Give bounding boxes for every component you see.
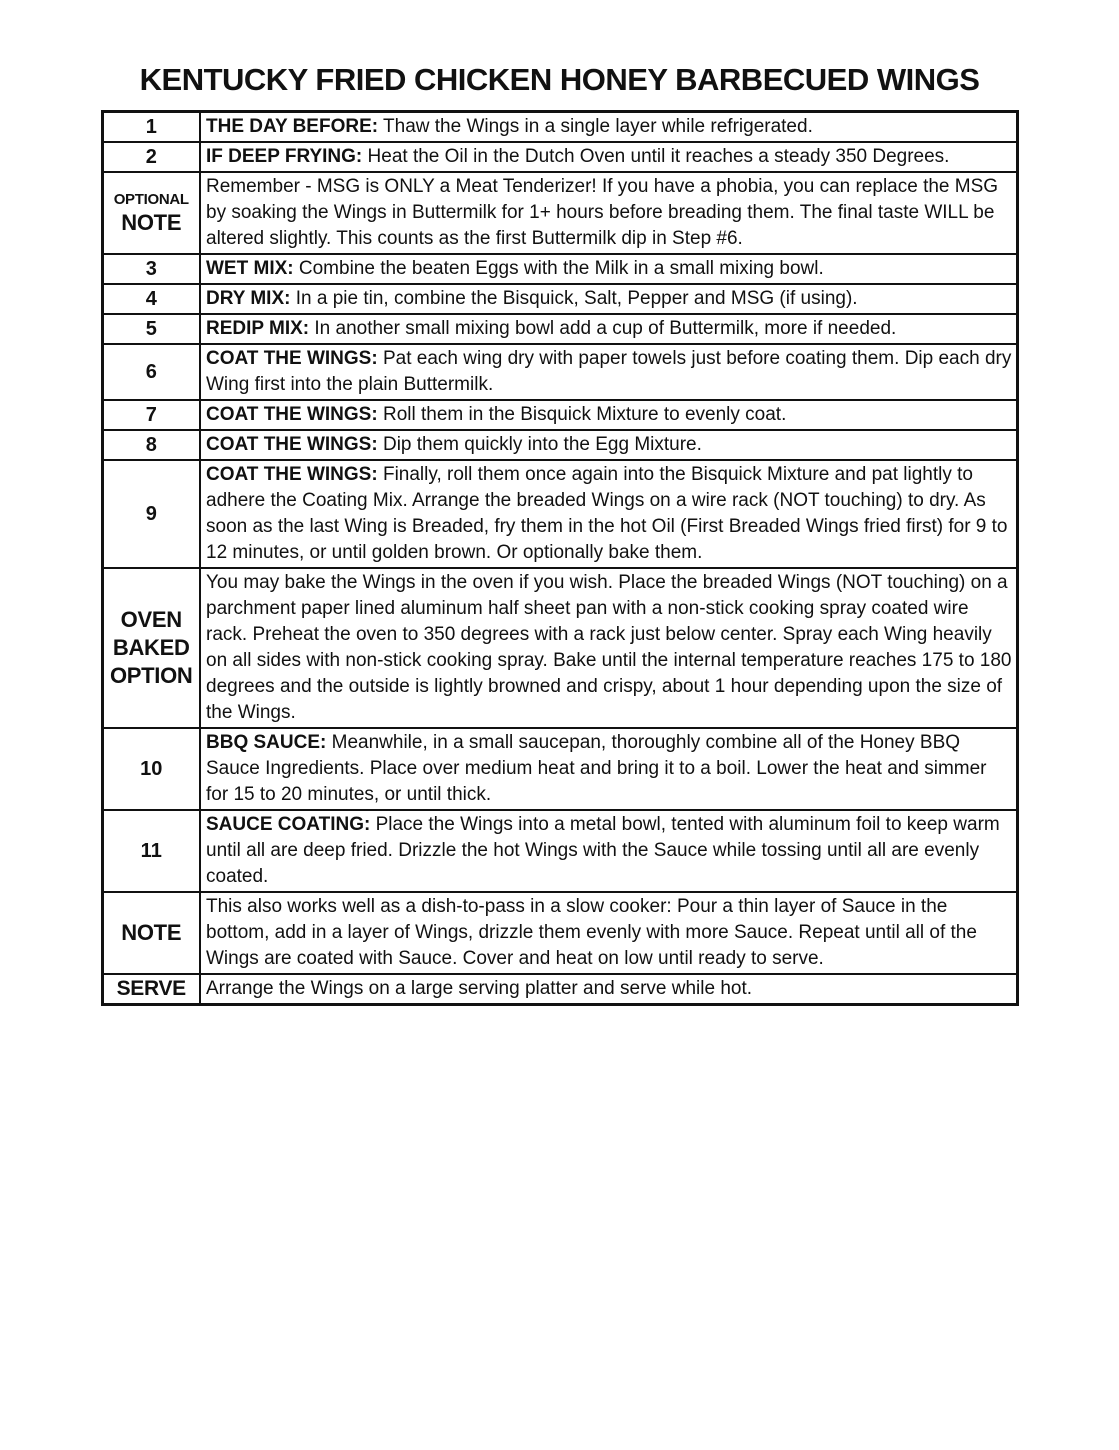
table-row (102, 568, 1017, 728)
table-row (102, 314, 1017, 344)
table-row (102, 460, 1017, 568)
step-lead: IF DEEP FRYING: (206, 146, 363, 167)
step-text: Dip them quickly into the Egg Mixture. (382, 434, 702, 455)
step-label: 6 (145, 361, 157, 383)
step-label-cell (102, 112, 200, 143)
step-lead: BBQ SAUCE: (206, 732, 327, 753)
table-row (102, 284, 1017, 314)
step-label: 3 (145, 258, 157, 280)
step-text: You may bake the Wings in the oven if you wish. Place the breaded Wings (NOT touching) on a parchment paper lined aluminum half sheet pan with a non-stick cooking spray coated wire rack. Preheat the oven to 350 degrees with a rack just below center. Spray each Wing heavily on all sides with non-stick cooking spray. Bake until the internal temperature reaches 175 to 180 degrees and the outside is lightly browned and crispy, about 1 hour depending upon the size of the Wings. (206, 572, 1012, 723)
step-label: BAKED (112, 635, 190, 660)
step-text: Heat the Oil in the Dutch Oven until it reaches a steady 350 Degrees. (367, 146, 950, 167)
step-label: SERVE (116, 977, 186, 1000)
step-text: Remember - MSG is ONLY a Meat Tenderizer! If you have a phobia, you can replace the MSG by soaking the Wings in Buttermilk for 1+ hours before breading them. The final taste WILL be altered slightly. This counts as the first Buttermilk dip in Step #6. (206, 176, 999, 249)
step-label: NOTE (121, 209, 182, 235)
step-label-cell (102, 810, 200, 892)
step-label: OPTIONAL (113, 190, 189, 208)
table-body (102, 112, 1017, 1005)
table-row (102, 142, 1017, 172)
step-text: Thaw the Wings in a single layer while refrigerated. (383, 116, 813, 137)
step-label: OVEN (120, 607, 182, 632)
step-instruction-cell (200, 400, 1017, 430)
step-lead: COAT THE WINGS: (206, 464, 378, 485)
table-row (102, 974, 1017, 1005)
step-label: 10 (140, 758, 163, 780)
step-instruction-cell (200, 254, 1017, 284)
step-text: Meanwhile, in a small saucepan, thoroughly combine all of the Honey BBQ Sauce Ingredients. Place over medium heat and bring it to a boil. Lower the heat and simmer for 15 to 20 minutes, or until thick. (206, 732, 987, 805)
recipe-steps-table (101, 110, 1019, 1006)
step-label: 8 (145, 434, 157, 456)
step-lead: COAT THE WINGS: (206, 404, 378, 425)
step-lead: WET MIX: (206, 258, 294, 279)
table-row (102, 344, 1017, 400)
step-label-cell (102, 400, 200, 430)
step-instruction-cell (200, 728, 1017, 810)
step-label: 7 (145, 404, 157, 426)
step-text: Combine the beaten Eggs with the Milk in a small mixing bowl. (298, 258, 824, 279)
step-label-cell (102, 568, 200, 728)
step-text: This also works well as a dish-to-pass in a slow cooker: Pour a thin layer of Sauce in the bottom, add in a layer of Wings, drizzle them evenly with more Sauce. Repeat until all of the Wings are coated with Sauce. Cover and heat on low until ready to serve. (206, 896, 977, 969)
step-text: Finally, roll them once again into the Bisquick Mixture and pat lightly to adhere the Coating Mix. Arrange the breaded Wings on a wire rack (NOT touching) to dry. As soon as the last Wing is Breaded, fry them in the hot Oil (First Breaded Wings fried first) for 9 to 12 minutes, or until golden brown. Or optionally bake them. (206, 464, 1008, 563)
step-label: 9 (145, 503, 157, 525)
step-text: Place the Wings into a metal bowl, tented with aluminum foil to keep warm until all are deep fried. Drizzle the hot Wings with the Sauce while tossing until all are evenly coated. (206, 814, 1000, 887)
step-text: In a pie tin, combine the Bisquick, Salt, Pepper and MSG (if using). (295, 288, 858, 309)
step-lead: DRY MIX: (206, 288, 291, 309)
step-label-cell (102, 254, 200, 284)
step-lead: COAT THE WINGS: (206, 348, 378, 369)
step-label-cell (102, 344, 200, 400)
table-row (102, 430, 1017, 460)
step-instruction-cell (200, 810, 1017, 892)
step-label-cell (102, 974, 200, 1005)
step-instruction-cell (200, 172, 1017, 254)
step-label-cell (102, 892, 200, 974)
step-text: In another small mixing bowl add a cup of Buttermilk, more if needed. (314, 318, 897, 339)
step-text: Arrange the Wings on a large serving platter and serve while hot. (206, 978, 753, 999)
step-instruction-cell (200, 974, 1017, 1005)
step-label: 2 (145, 146, 157, 168)
table-row (102, 400, 1017, 430)
step-instruction-cell (200, 568, 1017, 728)
table-row (102, 254, 1017, 284)
step-lead: REDIP MIX: (206, 318, 310, 339)
step-instruction-cell (200, 892, 1017, 974)
step-instruction-cell (200, 460, 1017, 568)
table-row (102, 892, 1017, 974)
step-label-cell (102, 314, 200, 344)
step-label-cell (102, 142, 200, 172)
step-instruction-cell (200, 314, 1017, 344)
step-label-cell (102, 430, 200, 460)
step-label: 11 (140, 840, 162, 862)
table-row (102, 172, 1017, 254)
step-instruction-cell (200, 112, 1017, 143)
table-row (102, 112, 1017, 143)
step-label: 5 (145, 318, 157, 340)
step-lead: COAT THE WINGS: (206, 434, 378, 455)
step-instruction-cell (200, 344, 1017, 400)
step-instruction-cell (200, 142, 1017, 172)
step-label: 4 (145, 288, 157, 310)
step-label-cell (102, 172, 200, 254)
step-instruction-cell (200, 284, 1017, 314)
step-lead: THE DAY BEFORE: (206, 116, 379, 137)
step-label-cell (102, 460, 200, 568)
table-row (102, 810, 1017, 892)
step-label: OPTION (109, 663, 193, 688)
step-label: NOTE (121, 920, 182, 945)
step-instruction-cell (200, 430, 1017, 460)
step-text: Roll them in the Bisquick Mixture to evenly coat. (382, 404, 787, 425)
step-text: Pat each wing dry with paper towels just before coating them. Dip each dry Wing first into the plain Buttermilk. (206, 348, 1012, 395)
step-label: 1 (145, 116, 157, 138)
step-label-cell (102, 728, 200, 810)
page-title: KENTUCKY FRIED CHICKEN HONEY BARBECUED WINGS (139, 62, 980, 97)
step-lead: SAUCE COATING: (206, 814, 371, 835)
step-label-cell (102, 284, 200, 314)
table-row (102, 728, 1017, 810)
